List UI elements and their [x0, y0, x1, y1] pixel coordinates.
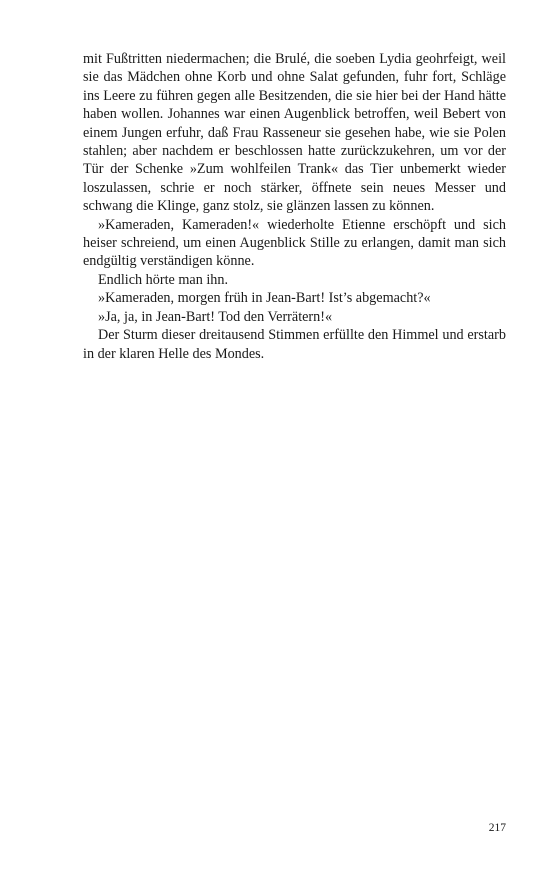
paragraph-answer: »Ja, ja, in Jean-Bart! Tod den Verrätern!«	[98, 308, 333, 325]
page-number: 217	[488, 822, 506, 834]
paragraph-etienne-call: »Kameraden, Kameraden!« wiederholte Etienne erschöpft und sich heiser schreiend, um einen Augenblick Stille zu erlangen, damit man sich endgültig verständigen könne.	[83, 216, 506, 270]
paragraph-question: »Kameraden, morgen früh in Jean-Bart! Ist’s abgemacht?«	[98, 290, 431, 307]
paragraph-heard: Endlich hörte man ihn.	[98, 271, 229, 288]
paragraph-continuation: mit Fußtritten niedermachen; die Brulé, die soeben Lydia geohrfeigt, weil sie das Mädchen ohne Korb und ohne Salat gefunden, fuhr fort, Schläge ins Leere zu führen gegen alle Besitzenden, die sie hier bei der Hand hätte haben wollen. Johannes war einen Augenblick betroffen, weil Bebert von einem Jungen erfuhr, daß Frau Rasseneur sie gesehen habe, wie sie Polen stahlen; aber nachdem er beschlossen hatte zurückzukehren, um vor der Tür der Schenke »Zum wohlfeilen Trank« das Tier unbemerkt wieder loszulassen, schrie er noch stärker, öffnete sein neues Messer und schwang die Klinge, ganz stolz, sie glänzen lassen zu können.	[83, 51, 506, 215]
paragraph-storm: Der Sturm dieser dreitausend Stimmen erfüllte den Himmel und erstarb in der klaren Helle des Mondes.	[83, 327, 506, 362]
body-text	[83, 50, 506, 363]
